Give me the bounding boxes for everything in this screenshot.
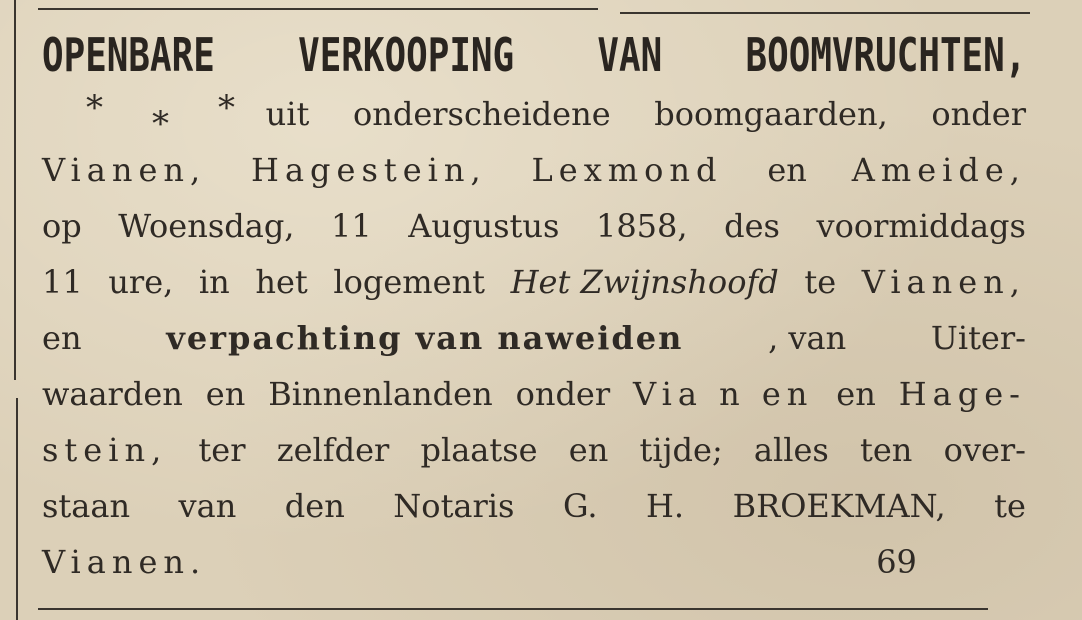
text-line-2 (42, 142, 1026, 198)
word: Uiter- (930, 319, 1026, 357)
word: Notaris (393, 487, 515, 525)
asterisk: * (152, 104, 169, 144)
asterisk: * (218, 88, 235, 128)
word: over- (943, 431, 1026, 469)
advertisement (42, 26, 1026, 590)
word: 11 (331, 207, 372, 245)
inn-name: Het Zwijnshoofd (510, 263, 779, 301)
word: te (994, 487, 1026, 525)
word: Vianen, (861, 263, 1026, 301)
word: G. (562, 487, 598, 525)
word: zelfder (276, 431, 390, 469)
word: en (42, 319, 82, 357)
word: boomgaarden, (654, 95, 888, 133)
headline-word: BOOMVRUCHTEN, (745, 28, 1027, 82)
top-rule-left (38, 8, 598, 10)
word: , van (768, 319, 847, 357)
text-line-4 (42, 254, 1026, 310)
word: het (255, 263, 308, 301)
word: den (284, 487, 345, 525)
word: en (767, 151, 807, 189)
top-rule-right (620, 12, 1030, 14)
word: Vianen. (42, 543, 207, 581)
asterisk: * (86, 88, 103, 128)
word: in (198, 263, 230, 301)
text-line-1 (42, 86, 1026, 142)
word: Hage- (898, 375, 1026, 413)
word: voormiddags (816, 207, 1026, 245)
word: ter (198, 431, 246, 469)
word: onderscheidene (352, 95, 611, 133)
word: Lexmond (531, 151, 723, 189)
text-line-9 (42, 534, 1026, 590)
word: Augustus (408, 207, 560, 245)
word: en (568, 431, 609, 469)
word: ten (860, 431, 913, 469)
word: op (42, 207, 82, 245)
word: Ameide, (851, 151, 1026, 189)
word: en (205, 375, 246, 413)
text-line-3 (42, 198, 1026, 254)
word: logement (333, 263, 486, 301)
word: stein, (42, 431, 168, 469)
lease-heading: verpachting van naweiden (166, 319, 684, 357)
word: Vianen, (42, 151, 207, 189)
word: van (178, 487, 237, 525)
word: onder (931, 95, 1026, 133)
word: staan (42, 487, 131, 525)
word: alles (753, 431, 829, 469)
asterism (42, 86, 235, 144)
text-line-5 (42, 310, 1026, 366)
headline-word: VERKOOPING (298, 28, 515, 82)
ad-number: 69 (876, 543, 917, 581)
word: 1858, (595, 207, 688, 245)
word: 11 (42, 263, 83, 301)
word: te (804, 263, 837, 301)
word: tijde; (639, 431, 723, 469)
word: en (836, 375, 876, 413)
headline-word: VAN (597, 28, 663, 82)
word: Hagestein, (251, 151, 487, 189)
bottom-rule (38, 608, 988, 610)
word: Via n en (633, 375, 814, 413)
text-line-8 (42, 478, 1026, 534)
word: onder (515, 375, 611, 413)
text-line-6 (42, 366, 1026, 422)
word: BROEKMAN, (732, 487, 946, 525)
column-rule-lower (16, 398, 18, 620)
word: ure, (108, 263, 174, 301)
word: plaatse (420, 431, 538, 469)
column-rule-upper (14, 0, 16, 380)
text-line-7 (42, 422, 1026, 478)
word: Binnenlanden (268, 375, 493, 413)
headline-word: OPENBARE (42, 28, 215, 82)
word: uit (265, 95, 310, 133)
word: Woensdag, (118, 207, 295, 245)
word: H. (646, 487, 685, 525)
headline (42, 26, 1026, 84)
word: des (724, 207, 780, 245)
word: waarden (42, 375, 183, 413)
